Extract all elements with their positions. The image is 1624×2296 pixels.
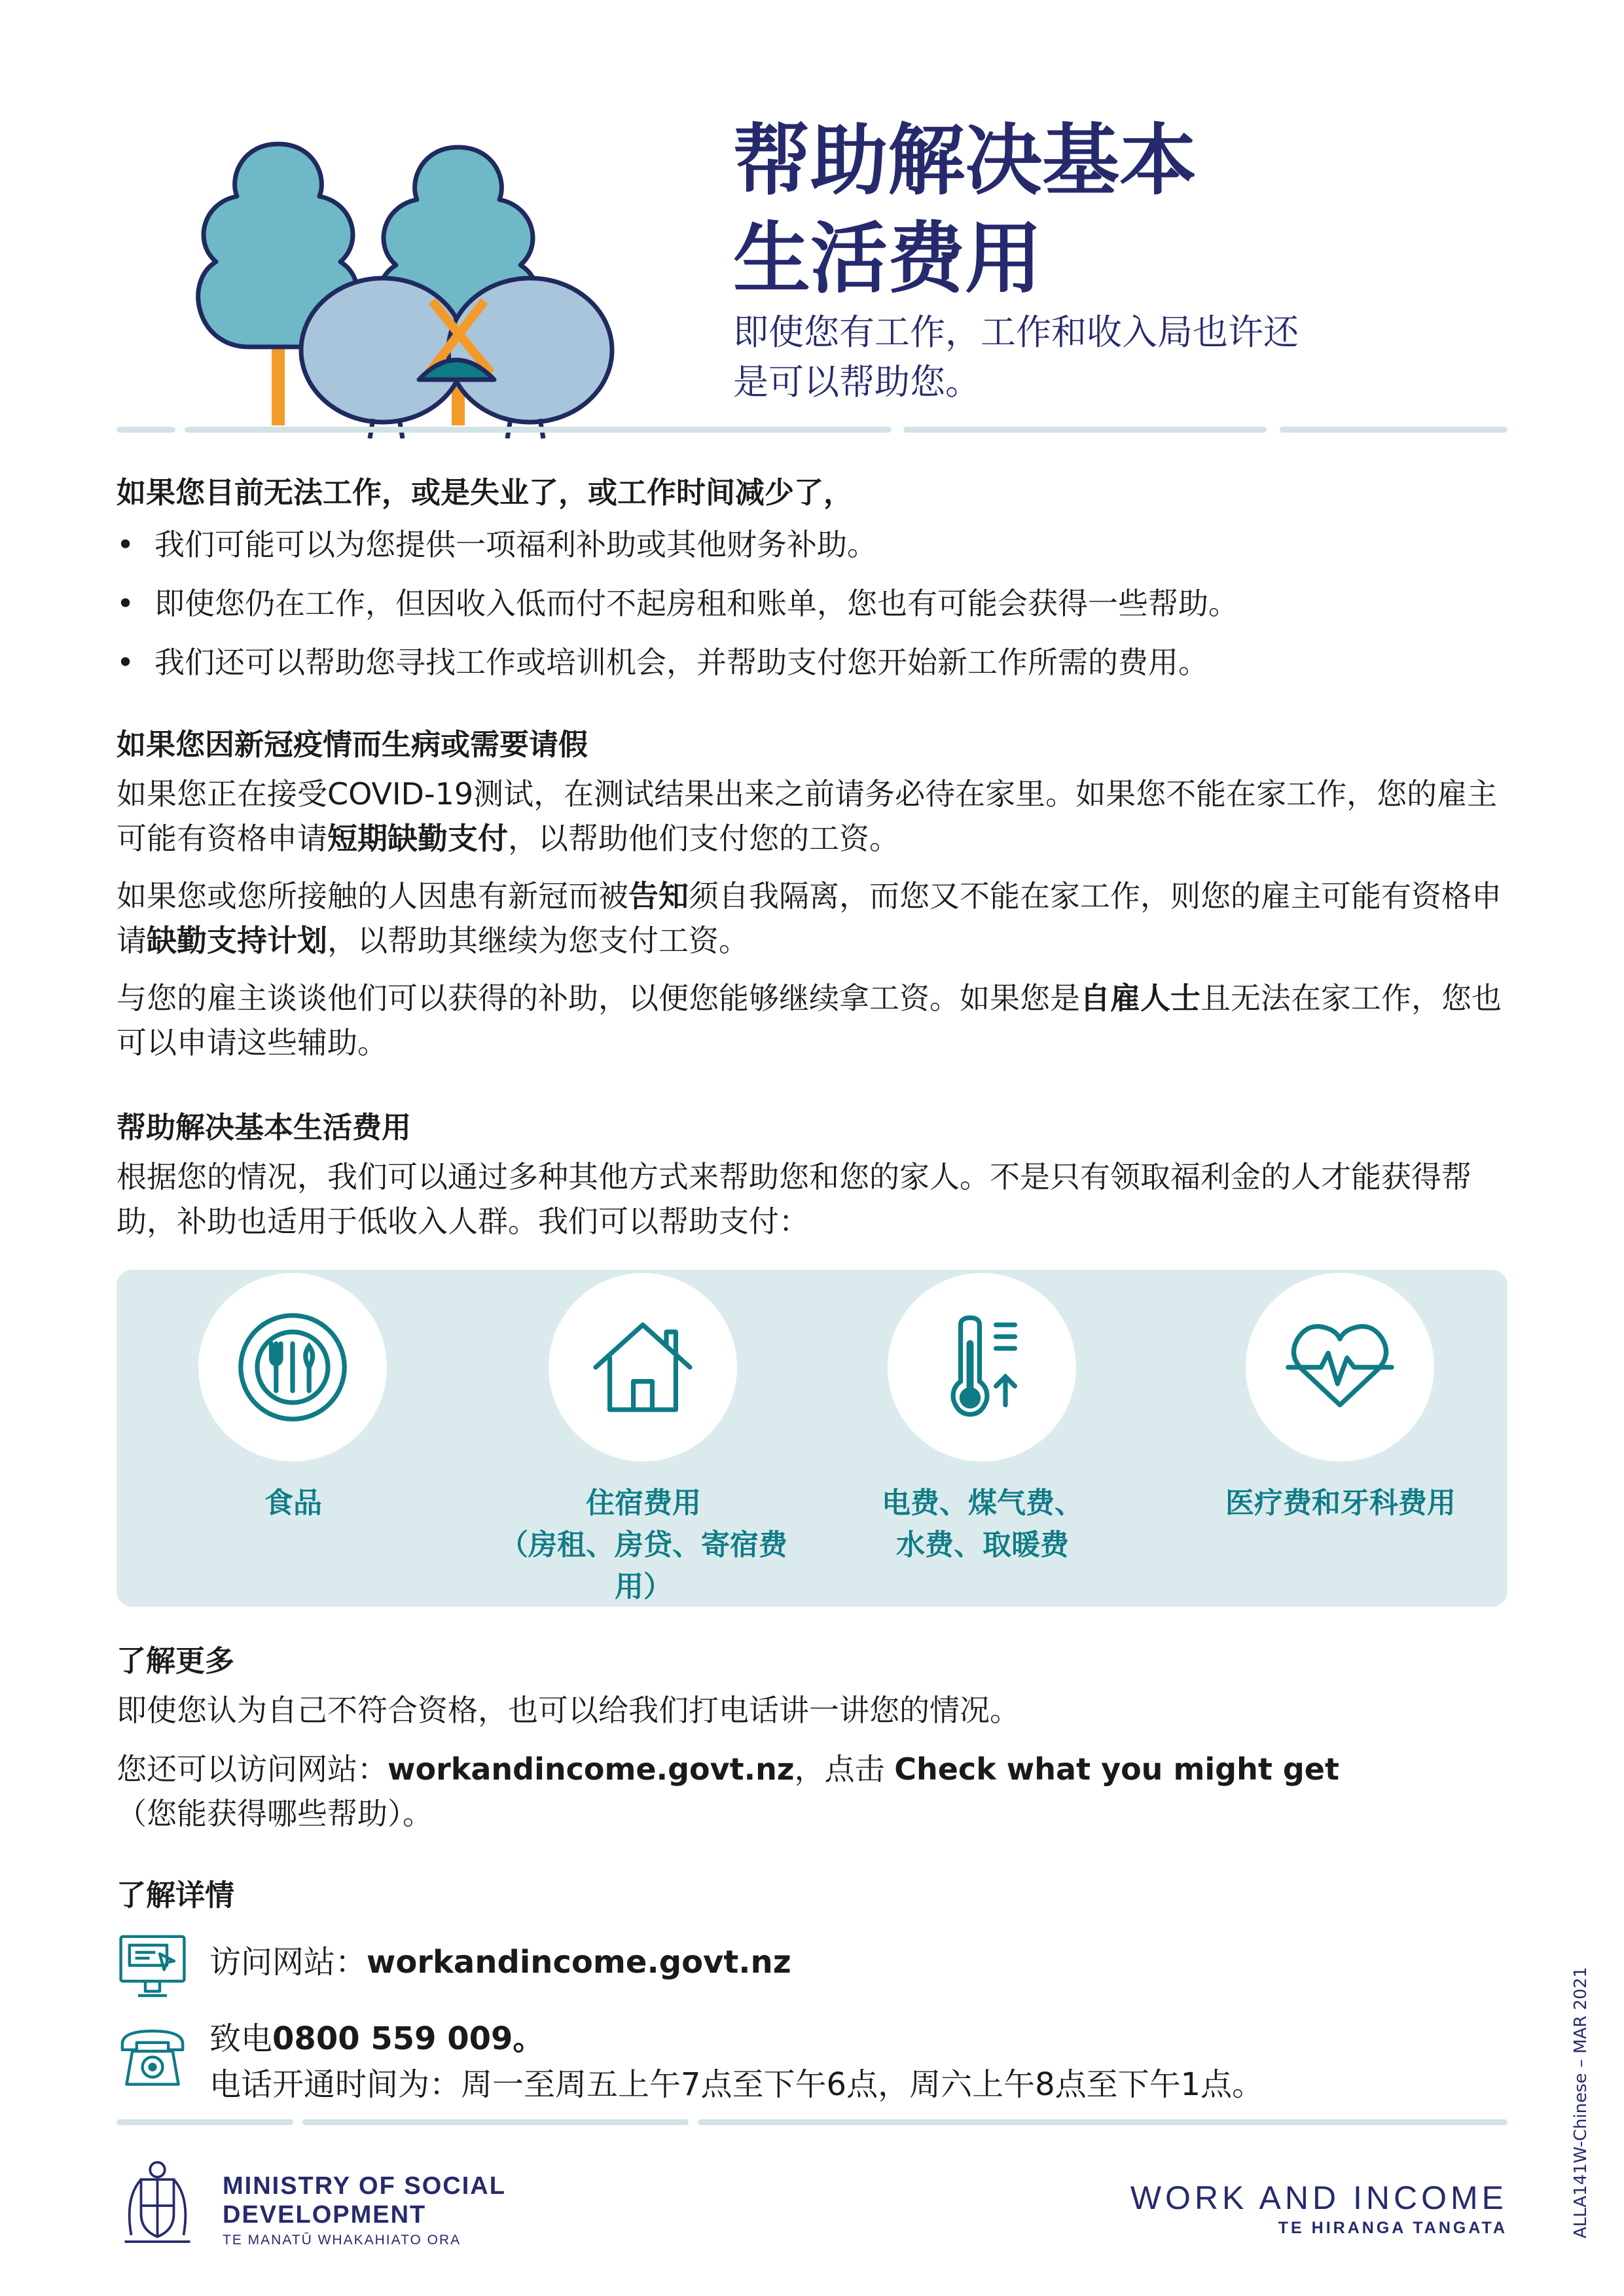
title-line-1: 帮助解决基本 xyxy=(733,115,1197,206)
divider-segment xyxy=(117,2119,293,2125)
living-costs-paragraph: 根据您的情况，我们可以通过多种其他方式来帮助您和您的家人。不是只有领取福利金的人才能获得帮助，补助也适用于低收入人群。我们可以帮助支付： xyxy=(117,1159,1471,1239)
house-icon-circle xyxy=(549,1273,737,1462)
food-icon xyxy=(234,1308,352,1426)
website-contact: 访问网站：workandincome.govt.nz xyxy=(209,1944,791,1981)
page-title xyxy=(733,111,1197,308)
section-heading: 帮助解决基本生活费用 xyxy=(117,1110,412,1145)
phone-icon xyxy=(117,2022,189,2094)
house-icon xyxy=(584,1308,702,1426)
covid-paragraph-1: 如果您正在接受COVID-19测试，在测试结果出来之前请务必待在家里。如果您不能在家工作，您的雇主可能有资格申请短期缺勤支付，以帮助他们支付您的工资。 xyxy=(117,776,1498,856)
msd-name-line-2: DEVELOPMENT xyxy=(223,2201,427,2229)
accommodation-label: 住宿费用 （房租、房贷、寄宿费用） xyxy=(499,1486,787,1604)
page-subtitle xyxy=(733,308,1299,407)
wai-maori-name: TE HIRANGA TANGATA xyxy=(1278,2219,1507,2237)
msd-logo-text xyxy=(223,2172,506,2251)
website-url[interactable]: workandincome.govt.nz xyxy=(367,1944,791,1981)
document-code: ALLA141W-Chinese – MAR 2021 xyxy=(1571,1967,1591,2238)
food-icon-circle xyxy=(198,1273,387,1462)
subtitle-line-2: 是可以帮助您。 xyxy=(733,361,981,403)
bullet-item: • 我们可能可以为您提供一项福利补助或其他财务补助。 xyxy=(117,522,1507,567)
thermometer-icon-circle xyxy=(888,1273,1076,1462)
computer-icon xyxy=(117,1931,189,2003)
covid-paragraph-2: 如果您或您所接触的人因患有新冠而被告知须自我隔离，而您又不能在家工作，则您的雇主可能有资格申请缺勤支持计划，以帮助其继续为您支付工资。 xyxy=(117,878,1502,958)
section-heading: 了解详情 xyxy=(117,1878,235,1912)
utilities-label: 电费、煤气费、 水费、取暖费 xyxy=(882,1486,1083,1562)
divider-segment xyxy=(903,427,1267,433)
bullet-list xyxy=(117,522,1507,685)
section-heading: 如果您因新冠疫情而生病或需要请假 xyxy=(117,727,588,762)
thermometer-icon xyxy=(923,1308,1041,1426)
divider-segment xyxy=(698,2119,1507,2125)
website-link[interactable]: workandincome.govt.nz xyxy=(388,1751,795,1787)
section-details xyxy=(117,1874,1507,1917)
costs-icon-panel xyxy=(117,1270,1507,1607)
bullet-item: • 我们还可以帮助您寻找工作或培训机会，并帮助支付您开始新工作所需的费用。 xyxy=(117,640,1507,685)
phone-contact: 致电0800 559 009。 电话开通时间为：周一至周五上午7点至下午6点，周六上午8点至下午1点。 xyxy=(209,2020,1264,2103)
office-hours: 电话开通时间为：周一至周五上午7点至下午6点，周六上午8点至下午1点。 xyxy=(209,2066,1264,2103)
section-find-out-more xyxy=(117,1640,1507,1836)
leave-support-scheme: 缺勤支持计划 xyxy=(147,923,327,958)
phone-number[interactable]: 0800 559 009。 xyxy=(272,2020,545,2057)
msd-name-line-1: MINISTRY OF SOCIAL xyxy=(223,2172,506,2200)
title-line-2: 生活费用 xyxy=(733,213,1043,304)
covid-paragraph-3: 与您的雇主谈谈他们可以获得的补助，以便您能够继续拿工资。如果您是自雇人士且无法在家工作，您也可以申请这些辅助。 xyxy=(117,980,1502,1060)
section-covid xyxy=(117,723,1507,1065)
wai-title: WORK AND INCOME xyxy=(1130,2179,1507,2216)
nz-coat-of-arms-logo xyxy=(117,2157,198,2248)
work-and-income-logo xyxy=(1130,2179,1507,2240)
section-unable-to-work xyxy=(117,471,1507,699)
heart-icon xyxy=(1281,1308,1399,1426)
food-label: 食品 xyxy=(264,1486,322,1520)
bullet-item: • 即使您仍在工作，但因收入低而付不起房租和账单，您也有可能会获得一些帮助。 xyxy=(117,581,1507,626)
section-living-costs xyxy=(117,1106,1507,1244)
short-term-absence-payment: 短期缺勤支付 xyxy=(327,821,508,856)
check-what-you-might-get-link[interactable]: Check what you might get xyxy=(894,1751,1339,1787)
find-out-paragraph-1: 即使您认为自己不符合资格，也可以给我们打电话讲一讲您的情况。 xyxy=(117,1693,1020,1728)
heart-icon-circle xyxy=(1246,1273,1434,1462)
msd-maori-name: TE MANATŪ WHAKAHIATO ORA xyxy=(223,2233,461,2248)
divider-segment xyxy=(1280,427,1507,433)
divider-segment xyxy=(185,427,892,433)
find-out-paragraph-2: 您还可以访问网站：workandincome.govt.nz，点击 Check what you might get （您能获得哪些帮助）。 xyxy=(117,1751,1339,1831)
divider-segment xyxy=(302,2119,689,2125)
section-heading: 了解更多 xyxy=(117,1643,235,1678)
divider-segment xyxy=(117,427,175,433)
kiwi-trees-illustration xyxy=(111,131,687,439)
medical-label: 医疗费和牙科费用 xyxy=(1225,1486,1456,1520)
subtitle-line-1: 即使您有工作，工作和收入局也许还 xyxy=(733,312,1299,353)
section-heading: 如果您目前无法工作，或是失业了，或工作时间减少了， xyxy=(117,475,854,510)
